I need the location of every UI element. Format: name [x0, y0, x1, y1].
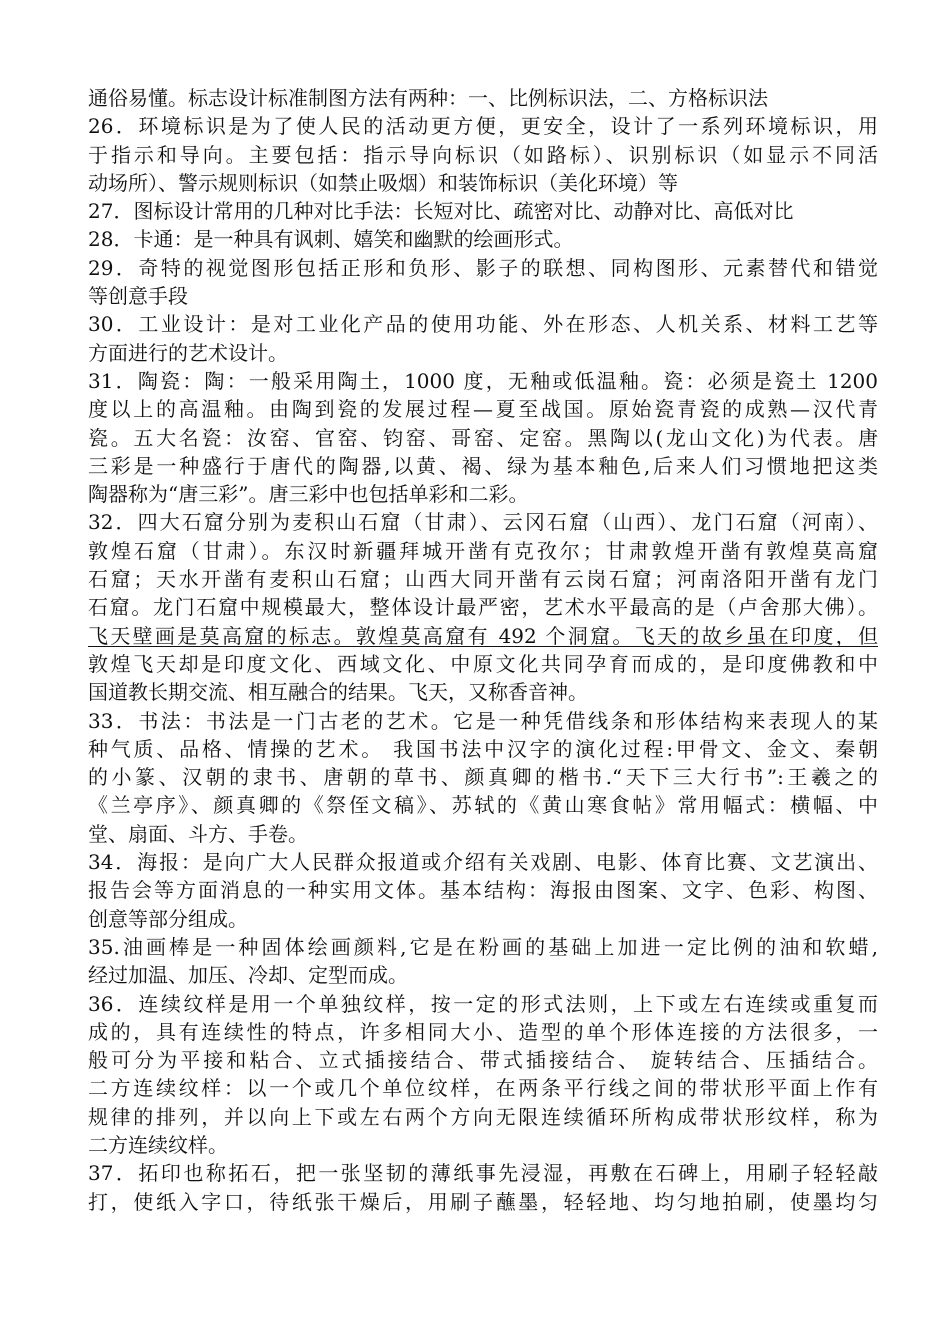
text-line: 36．连续纹样是用一个单独纹样，按一定的形式法则，上下或左右连续或重复而 [88, 991, 878, 1016]
text-line: 打，使纸入字口，待纸张干燥后，用刷子蘸墨，轻轻地、均匀地拍刷，使墨均匀 [88, 1189, 878, 1214]
text-line: 规律的排列，并以向上下或左右两个方向无限连续循环所构成带状形纹样，称为 [88, 1104, 878, 1129]
text-line: 敦煌飞天却是印度文化、西域文化、中原文化共同孕育而成的，是印度佛教和中 [88, 651, 878, 676]
text-line: 动场所）、警示规则标识（如禁止吸烟）和装饰标识（美化环境）等 [88, 170, 678, 195]
text-line: 度以上的高温釉。由陶到瓷的发展过程—夏至战国。原始瓷青瓷的成熟—汉代青 [88, 397, 878, 422]
text-line: 三彩是一种盛行于唐代的陶器,以黄、褐、绿为基本釉色,后来人们习惯地把这类 [88, 453, 878, 478]
text-line: 于指示和导向。主要包括：指示导向标识（如路标）、识别标识（如显示不同活 [88, 142, 878, 167]
text-line: 飞天壁画是莫高窟的标志。敦煌莫高窟有 492 个洞窟。飞天的故乡虽在印度，但 [88, 623, 878, 648]
text-line: 通俗易懂。标志设计标准制图方法有两种：一、比例标识法，二、方格标识法 [88, 86, 768, 110]
text-line: 二方连续纹样：以一个或几个单位纹样，在两条平行线之间的带状形平面上作有 [88, 1076, 878, 1101]
text-line: 石窟；天水开凿有麦积山石窟；山西大同开凿有云岗石窟；河南洛阳开凿有龙门 [88, 567, 878, 592]
text-line: 成的，具有连续性的特点，许多相同大小、造型的单个形体连接的方法很多，一 [88, 1019, 878, 1044]
text-line: 31．陶瓷：陶：一般采用陶土，1000 度，无釉或低温釉。瓷：必须是瓷土 1200 [88, 368, 878, 393]
text-line: 34．海报：是向广大人民群众报道或介绍有关戏剧、电影、体育比赛、文艺演出、 [88, 850, 878, 875]
text-line: 方面进行的艺术设计。 [88, 340, 288, 365]
text-line: 石窟。龙门石窟中规模最大，整体设计最严密，艺术水平最高的是（卢舍那大佛）。 [88, 595, 878, 620]
text-line: 瓷。五大名瓷：汝窑、官窑、钧窑、哥窑、定窑。黑陶以(龙山文化)为代表。唐 [88, 425, 878, 450]
text-line: 经过加温、加压、冷却、定型而成。 [88, 963, 408, 988]
text-line: 二方连续纹样。 [88, 1132, 228, 1157]
text-line: 报告会等方面消息的一种实用文体。基本结构：海报由图案、文字、色彩、构图、 [88, 878, 878, 903]
text-line: 35.油画棒是一种固体绘画颜料,它是在粉画的基础上加进一定比例的油和软蜡, [88, 934, 878, 959]
text-line: 种气质、品格、情操的艺术。 我国书法中汉字的演化过程:甲骨文、金文、秦朝 [88, 736, 878, 761]
text-line: 28．卡通：是一种具有讽刺、嬉笑和幽默的绘画形式。 [88, 227, 574, 252]
text-line: 《兰亭序》、颜真卿的《祭侄文稿》、苏轼的《黄山寒食帖》常用幅式：横幅、中 [88, 793, 878, 818]
text-line: 敦煌石窟（甘肃）。东汉时新疆拜城开凿有克孜尔；甘肃敦煌开凿有敦煌莫高窟 [88, 538, 878, 563]
document-body [88, 84, 878, 1216]
text-line: 29．奇特的视觉图形包括正形和负形、影子的联想、同构图形、元素替代和错觉 [88, 255, 878, 280]
text-line: 陶器称为“唐三彩”。唐三彩中也包括单彩和二彩。 [88, 482, 529, 507]
text-line: 27．图标设计常用的几种对比手法：长短对比、疏密对比、动静对比、高低对比 [88, 199, 794, 224]
text-line: 的小篆、汉朝的隶书、唐朝的草书、颜真卿的楷书.“天下三大行书”:王羲之的 [88, 765, 878, 790]
text-line: 堂、扇面、斗方、手卷。 [88, 821, 308, 846]
text-line: 30．工业设计：是对工业化产品的使用功能、外在形态、人机关系、材料工艺等 [88, 312, 878, 337]
text-line: 般可分为平接和粘合、立式插接结合、带式插接结合、 旋转结合、压插结合。 [88, 1048, 878, 1073]
text-line: 创意等部分组成。 [88, 906, 248, 931]
text-line: 33．书法：书法是一门古老的艺术。它是一种凭借线条和形体结构来表现人的某 [88, 708, 878, 733]
text-line: 32．四大石窟分别为麦积山石窟（甘肃）、云冈石窟（山西）、龙门石窟（河南）、 [88, 510, 878, 535]
text-line: 37．拓印也称拓石，把一张坚韧的薄纸事先浸湿，再敷在石碑上，用刷子轻轻敲 [88, 1161, 878, 1186]
text-line: 等创意手段 [88, 284, 188, 309]
text-line: 26．环境标识是为了使人民的活动更方便，更安全，设计了一系列环境标识，用 [88, 114, 878, 139]
text-line: 国道教长期交流、相互融合的结果。飞天，又称香音神。 [88, 680, 588, 705]
